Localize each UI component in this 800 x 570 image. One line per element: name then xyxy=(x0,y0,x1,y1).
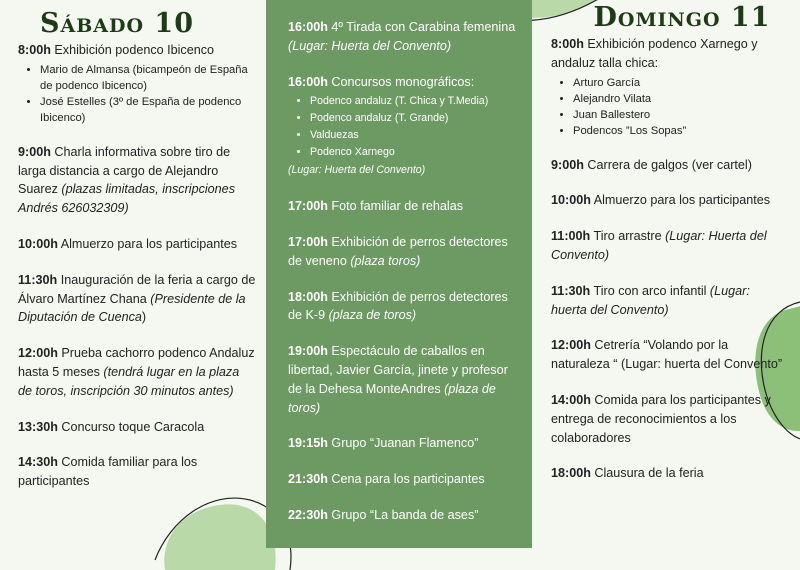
event-time: 9:00h xyxy=(18,144,51,159)
middle-event xyxy=(288,197,520,216)
event-subitem: • Alejandro Vilata xyxy=(573,91,783,107)
sunday-column xyxy=(551,2,783,500)
event-time: 12:00h xyxy=(551,338,591,353)
event-subitem: • Podenco andaluz (T. Grande) xyxy=(310,110,520,127)
event-note: (plaza toros) xyxy=(346,253,421,268)
event-text: Espectáculo de caballos en libertad, Javier García, jinete y profesor de la Dehesa MonteAndres xyxy=(288,344,508,396)
event-text: Concurso toque Caracola xyxy=(57,419,205,434)
sunday-event xyxy=(551,191,783,210)
event-text: Cena para los participantes xyxy=(327,472,485,487)
event-time: 9:00h xyxy=(551,157,584,172)
event-subitem: • Arturo García xyxy=(573,75,783,91)
event-sublist xyxy=(551,75,783,139)
event-time: 11:30h xyxy=(18,272,58,287)
event-time: 11:00h xyxy=(551,229,591,244)
middle-event xyxy=(288,288,520,326)
event-subitem: • Valduezas xyxy=(310,127,520,144)
sunday-title: Domingo 11 xyxy=(593,2,771,33)
sunday-events xyxy=(551,35,783,483)
event-note-tail: ) xyxy=(141,310,147,325)
event-time: 14:30h xyxy=(18,455,58,470)
event-text: Exhibición podenco Xarnego y andaluz talla chica: xyxy=(551,37,758,70)
saturday-column xyxy=(18,8,256,508)
event-subitem: • José Estelles (3º de España de podenco Ibicenco) xyxy=(40,94,256,126)
sunday-event xyxy=(551,464,783,483)
event-text: Tiro arrastre xyxy=(590,229,662,244)
event-time: 12:00h xyxy=(18,346,58,361)
event-text: Grupo “La banda de ases” xyxy=(327,507,479,522)
event-text: Comida familiar para los participantes xyxy=(18,455,198,489)
saturday-event xyxy=(18,453,256,491)
event-text: Grupo “Juanan Flamenco” xyxy=(327,436,479,451)
event-time: 19:00h xyxy=(288,344,328,359)
event-text: Exhibición de perros detectores de veneno xyxy=(288,234,508,268)
event-text: Prueba cachorro podenco Andaluz hasta 5 meses xyxy=(18,346,255,379)
event-text: Cetrería “Volando por la naturaleza “ (Lugar: huerta del Convento” xyxy=(551,338,783,372)
event-note: (Lugar: huerta del Convento) xyxy=(551,283,750,317)
saturday-event xyxy=(18,271,256,327)
event-note: (tendrá lugar en la plaza de toros, inscripción 30 minutos antes) xyxy=(18,364,240,398)
event-note: (plaza de toros) xyxy=(325,308,417,323)
event-time: 18:00h xyxy=(288,289,328,304)
saturday-event xyxy=(18,418,256,437)
event-time: 16:00h xyxy=(288,20,328,34)
middle-event xyxy=(288,434,520,453)
event-text: Charla informativa sobre tiro de larga distancia a cargo de Alejandro Suarez xyxy=(18,144,231,197)
event-text: Exhibición de perros detectores de K-9 xyxy=(288,289,508,323)
event-time: 21:30h xyxy=(288,472,328,487)
saturday-event xyxy=(18,41,256,126)
sunday-event xyxy=(551,282,783,320)
event-time: 8:00h xyxy=(551,37,584,51)
event-subitem: • Juan Ballestero xyxy=(573,107,783,123)
event-text: Tiro con arco infantil xyxy=(590,283,707,298)
event-time: 17:00h xyxy=(288,234,328,249)
sunday-event xyxy=(551,336,783,374)
saturday-event xyxy=(18,344,256,400)
event-text: Inauguración de la feria a cargo de Álvaro Martínez Chana xyxy=(18,272,256,306)
event-subitem: • Podenco Xarnego xyxy=(310,144,520,161)
event-note: (Presidente de la Diputación de Cuenca xyxy=(18,291,246,325)
event-sublist xyxy=(288,93,520,161)
event-sublist xyxy=(18,62,256,126)
event-text: Carrera de galgos (ver cartel) xyxy=(583,157,752,172)
middle-event xyxy=(288,18,520,56)
event-note: (plaza de toros) xyxy=(288,381,496,415)
saturday-event xyxy=(18,143,256,218)
saturday-event xyxy=(18,235,256,254)
event-time: 16:00h xyxy=(288,74,328,89)
event-subitem: • Podencos ”Los Sopas” xyxy=(573,123,783,139)
middle-event xyxy=(288,470,520,489)
event-time: 10:00h xyxy=(18,236,58,251)
sunday-event xyxy=(551,35,783,139)
event-text: 4º Tirada con Carabina femenina xyxy=(327,20,516,34)
event-text: Comida para los participantes y entrega de reconocimientos a los colaboradores xyxy=(551,392,771,445)
middle-event xyxy=(288,506,520,525)
middle-event xyxy=(288,233,520,271)
event-time: 18:00h xyxy=(551,466,591,481)
saturday-events xyxy=(18,41,256,491)
middle-panel xyxy=(266,0,532,548)
event-time: 14:00h xyxy=(551,392,591,407)
sunday-event xyxy=(551,227,783,265)
event-time: 8:00h xyxy=(18,43,51,57)
event-text: Almuerzo para los participantes xyxy=(590,193,771,208)
event-text: Exhibición podenco Ibicenco xyxy=(50,43,215,57)
middle-events xyxy=(266,0,532,525)
sunday-event xyxy=(551,156,783,175)
event-time: 19:15h xyxy=(288,436,328,451)
event-text: Clausura de la feria xyxy=(590,466,704,481)
event-time: 22:30h xyxy=(288,507,328,522)
event-time: 13:30h xyxy=(18,419,58,434)
event-time: 10:00h xyxy=(551,193,591,208)
event-note: (plazas limitadas, inscripciones Andrés 626032309) xyxy=(18,182,235,216)
saturday-title: Sábado 10 xyxy=(39,8,195,39)
event-text: Almuerzo para los participantes xyxy=(57,236,238,251)
event-subitem: • Mario de Almansa (bicampeón de España de podenco Ibicenco) xyxy=(40,62,256,94)
event-subitem: • Podenco andaluz (T. Chica y T.Media) xyxy=(310,93,520,110)
event-time: 11:30h xyxy=(551,283,591,298)
event-note: (Lugar: Huerta del Convento) xyxy=(288,38,452,53)
middle-event xyxy=(288,342,520,417)
event-text: Concursos monográficos: xyxy=(327,74,475,89)
event-text: Foto familiar de rehalas xyxy=(327,199,464,214)
middle-event xyxy=(288,73,520,181)
event-location: (Lugar: Huerta del Convento) xyxy=(288,164,426,177)
sunday-event xyxy=(551,391,783,447)
event-time: 17:00h xyxy=(288,199,328,214)
event-note: (Lugar: Huerta del Convento) xyxy=(551,229,767,262)
